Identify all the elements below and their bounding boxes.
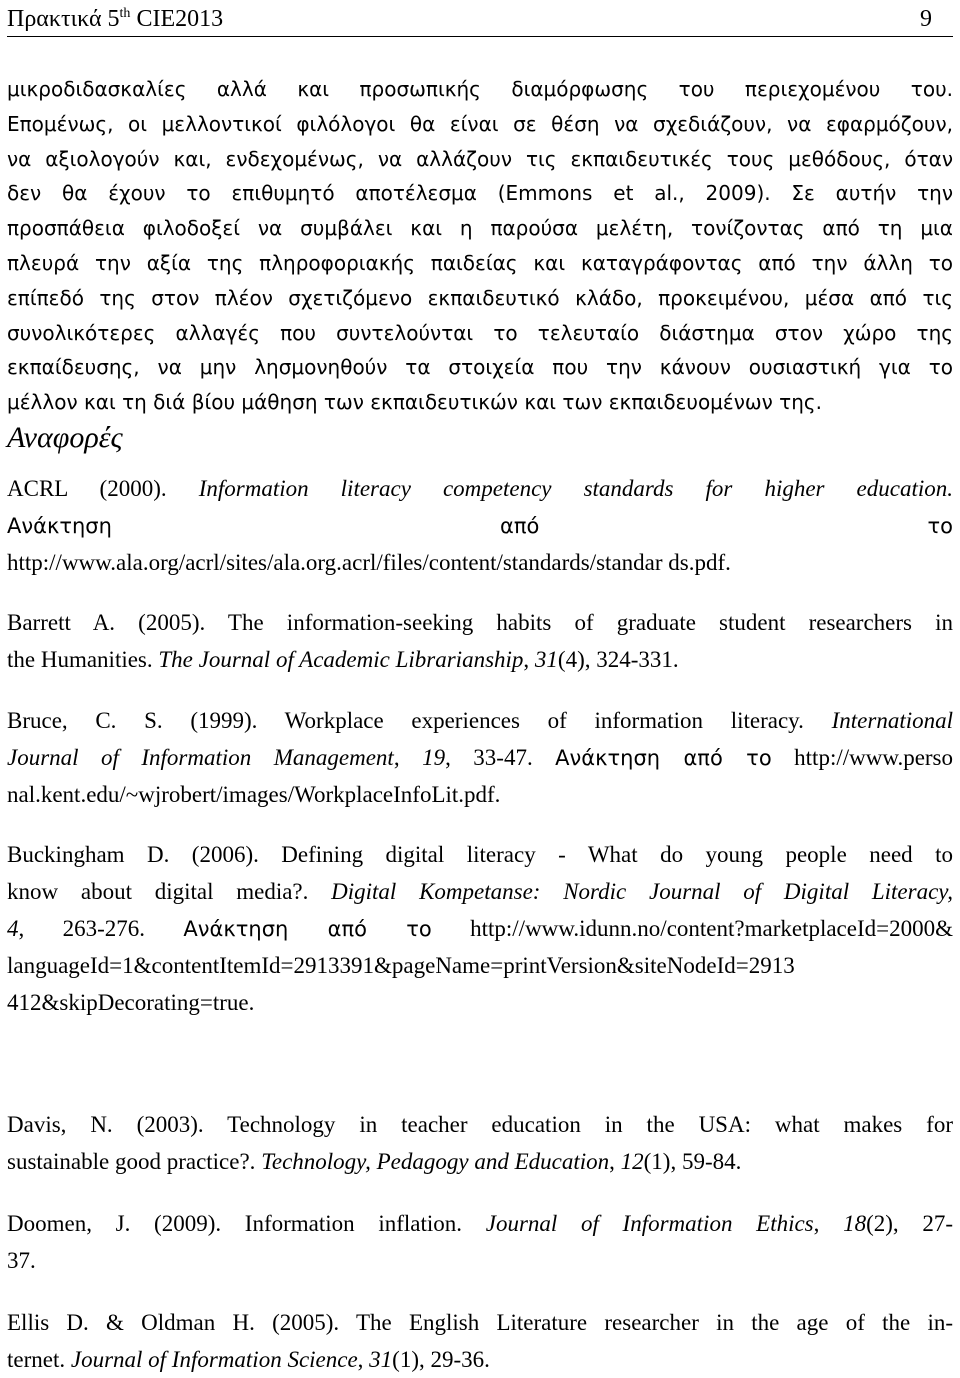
ref-text: (2), 27-	[866, 1211, 953, 1236]
ref-retrieved: Ανάκτηση από το	[555, 746, 772, 770]
reference-line: Davis, N. (2003). Technology in teacher education in the USA: what makes for	[7, 1112, 953, 1137]
ref-text: Doomen, J. (2009). Information inflation.	[7, 1211, 486, 1236]
ref-text: ,	[523, 647, 535, 672]
ref-text: ,	[813, 1211, 844, 1236]
ref-text: ,	[609, 1149, 621, 1174]
paragraph-line: επίπεδό της στον πλέον σχετιζόμενο εκπαιδευτικό κλάδο, προκειμένου, μέσα από τις	[7, 285, 953, 310]
ref-text: (1), 29-36.	[392, 1347, 490, 1372]
ref-volume: 31	[369, 1347, 393, 1372]
reference-bruce	[7, 702, 953, 813]
reference-barrett	[7, 604, 953, 678]
reference-line	[7, 1143, 953, 1180]
ref-volume: 18	[843, 1211, 867, 1236]
reference-line	[7, 1341, 953, 1378]
reference-line	[7, 544, 953, 581]
ref-url[interactable]: http://www.perso	[771, 745, 953, 770]
reference-line	[7, 1205, 953, 1242]
ref-text: (1), 59-84.	[643, 1149, 742, 1174]
ref-retrieved: Ανάκτηση από το	[183, 917, 432, 941]
paragraph-line: μικροδιδασκαλίες αλλά και προσωπικής διαμόρφωσης του περιεχομένου του.	[7, 77, 953, 101]
reference-line	[7, 739, 953, 776]
header-title-suffix: CIE2013	[130, 6, 224, 32]
reference-line	[7, 910, 953, 947]
paragraph-line: δεν θα έχουν το επιθυμητό αποτέλεσμα (Emmons et al., 2009). Σε αυτήν την	[7, 181, 953, 206]
ref-text: the Humanities.	[7, 647, 159, 672]
paragraph-line: συνολικότερες αλλαγές που συντελούνται το τελευταίο διάστημα στον χώρο της	[7, 320, 953, 345]
reference-line	[7, 507, 953, 544]
reference-line[interactable]: nal.kent.edu/~wjrobert/images/WorkplaceInfoLit.pdf.	[7, 782, 501, 807]
ref-text: (4), 324-331.	[557, 647, 679, 672]
paragraph-line: προσπάθεια φιλοδοξεί να συμβάλει και η παρούσα μελέτη, τονίζοντας από τη μια	[7, 216, 953, 241]
ref-volume: 4	[7, 916, 19, 941]
reference-ellis	[7, 1304, 953, 1378]
header-title	[7, 2, 223, 36]
reference-line: Barrett A. (2005). The information-seeking habits of graduate student researchers in	[7, 610, 953, 635]
reference-doomen	[7, 1205, 953, 1279]
ref-text: sustainable good practice?.	[7, 1149, 262, 1174]
reference-davis	[7, 1106, 953, 1180]
ref-url[interactable]: http://www.ala.org/acrl/sites/ala.org.acrl/files/content/standards/standar ds.pdf.	[7, 550, 731, 575]
ref-retrieved: Ανάκτηση από το	[7, 514, 953, 538]
ref-journal: Journal of Information Management	[7, 745, 394, 770]
ref-text: ,	[357, 1347, 370, 1372]
paragraph-line: πλευρά την αξία της πληροφοριακής παιδείας και καταγράφοντας από την άλλη το	[7, 250, 953, 275]
body-paragraph	[7, 72, 953, 420]
ref-text: ternet.	[7, 1347, 71, 1372]
reference-line	[7, 702, 953, 739]
reference-acrl	[7, 470, 953, 581]
ref-volume: 31	[534, 647, 558, 672]
header-title-prefix: Πρακτικά 5	[7, 6, 120, 32]
ref-title: Information literacy competency standards for higher education.	[198, 476, 953, 501]
ref-text: , 33-47.	[445, 745, 556, 770]
ref-text: know about digital media?.	[7, 879, 332, 904]
ref-journal: International	[831, 708, 953, 733]
ref-journal: Digital Kompetanse: Nordic Journal of Digital Literacy,	[331, 879, 953, 904]
reference-buckingham	[7, 836, 953, 1021]
paragraph-line: να αξιολογούν και, ενδεχομένως, να αλλάζουν τις εκπαιδευτικές τους μεθόδους, όταν	[7, 146, 953, 171]
reference-line	[7, 873, 953, 910]
ref-journal: The Journal of Academic Librarianship	[158, 647, 524, 672]
ref-journal: Journal of Information Science	[70, 1347, 358, 1372]
paragraph-line: εκπαίδευσης, να μην λησμονηθούν τα στοιχεία που την κάνουν ουσιαστική για το	[7, 355, 953, 380]
paragraph-line: μέλλον και τη διά βίου μάθηση των εκπαιδευτικών και των εκπαιδευομένων της.	[7, 390, 822, 415]
ref-text: , 263-276.	[18, 916, 184, 941]
page-number: 9	[920, 6, 932, 32]
ref-journal: Technology, Pedagogy and Education	[261, 1149, 610, 1174]
ref-url[interactable]: http://www.idunn.no/content?marketplaceId=2000&	[431, 916, 953, 941]
references-heading: Αναφορές	[7, 421, 123, 454]
paragraph-line: Επομένως, οι μελλοντικοί φιλόλογοι θα είναι σε θέση να σχεδιάζουν, να εφαρμόζουν,	[7, 111, 953, 136]
header-title-sup: th	[119, 6, 131, 21]
page-header	[7, 2, 953, 37]
ref-text: ACRL (2000).	[7, 476, 199, 501]
reference-line: 37.	[7, 1248, 36, 1273]
ref-text: ,	[393, 745, 423, 770]
reference-line[interactable]: languageId=1&contentItemId=2913391&pageName=printVersion&siteNodeId=2913	[7, 953, 795, 978]
reference-line: Ellis D. & Oldman H. (2005). The English Literature researcher in the age of the in-	[7, 1310, 953, 1335]
ref-volume: 19	[422, 745, 446, 770]
ref-volume: 12	[620, 1149, 644, 1174]
ref-journal: Journal of Information Ethics	[485, 1211, 814, 1236]
reference-line	[7, 641, 953, 678]
reference-line[interactable]: 412&skipDecorating=true.	[7, 990, 255, 1015]
ref-text: Bruce, C. S. (1999). Workplace experiences of information literacy.	[7, 708, 832, 733]
reference-line: Buckingham D. (2006). Defining digital literacy - What do young people need to	[7, 842, 953, 867]
reference-line	[7, 470, 953, 507]
